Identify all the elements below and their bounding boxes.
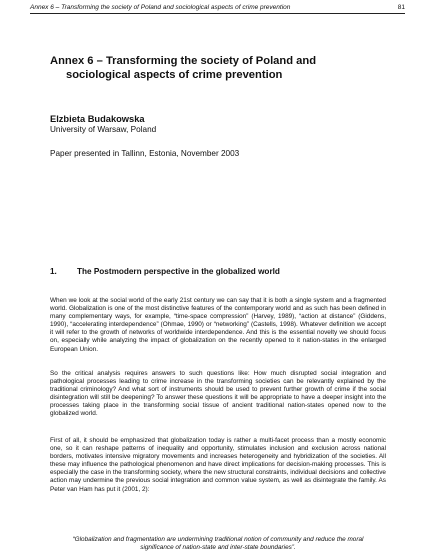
page-number: 81 [397, 4, 405, 11]
running-header [30, 3, 405, 12]
annex-title [50, 54, 390, 82]
presentation-note: Paper presented in Tallinn, Estonia, November 2003 [50, 149, 240, 158]
section-heading [50, 266, 280, 277]
body-paragraph-3: First of all, it should be emphasized that globalization today is rather a multi-facet process than a mostly economic one, so it can reshape patterns of inequality and opportunity, stimulates inclusion and exclusion across national borders, motivates intensive migratory movements and increases heterogeneity and hybridization of the societies. All these may influence the pathological phenomenon and have direct implications for decision-making processes. This is especially the case in the transforming society, where the new structural constraints, individual decisions and collective action may undermine the previous social integration and common value system, as well as disintegrate the family. As Peter van Ham has put it (2001, 2): [50, 437, 386, 493]
annex-title-line-1: Annex 6 – Transforming the society of Poland and [50, 55, 317, 67]
header-divider [30, 13, 405, 14]
author-name: Elzbieta Budakowska [50, 114, 145, 124]
author-affiliation: University of Warsaw, Poland [50, 125, 157, 134]
section-number: 1. [50, 267, 57, 276]
running-header-title: Annex 6 – Transforming the society of Poland and sociological aspects of crime prevention [30, 4, 291, 11]
annex-title-line-2: sociological aspects of crime prevention [66, 69, 283, 81]
body-paragraph-1: When we look at the social world of the early 21st century we can say that it is both a single system and a fragmented world. Globalization is one of the most distinctive features of the contemporary world and as such has been defined in many complementary ways, for example, “time-space compression” (Harvey, 1989), “action at distance” (Giddens, 1990), “accelerating interdependence” (Ohmae, 1990) or “networking” (Castells, 1998). Whatever definition we accept it will refer to the growth of networks of worldwide interdependence. And this is the essential novelty we should focus on, especially while analyzing the impact of globalization on the recently opened to it nation-states in the enlarged European Union. [50, 297, 386, 353]
body-paragraph-2: So the critical analysis requires answers to such questions like: How much disrupted social integration and pathological processes leading to crime increase in the transforming societies can be relevantly explained by the traditional criminology? And what sort of instruments should be used to prevent further growth of crime if the social disintegration will still be deepening? To answer these questions it will be appropriate to have a deeper insight into the processes taking place in the transforming social tissue of ancient traditional nation-states opened now to the globalized world. [50, 370, 386, 418]
block-quote: “Globalization and fragmentation are undermining traditional notion of community and reduce the moral significance of nation-state and inter-state boundaries”. [72, 536, 364, 552]
section-title: The Postmodern perspective in the globalized world [77, 267, 280, 276]
